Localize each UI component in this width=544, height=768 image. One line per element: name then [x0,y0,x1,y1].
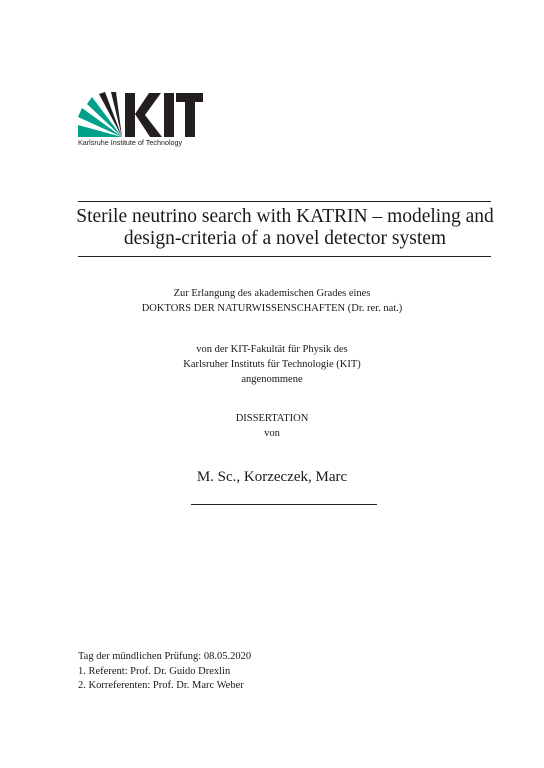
faculty-line-3: angenommene [241,374,303,385]
logo-letter-k-stem [125,93,135,137]
faculty-line-2: Karlsruher Instituts für Technologie (KIT) [183,359,361,370]
author-rule [191,504,377,505]
logo-letter-i [164,93,174,137]
title-line-2: design-criteria of a novel detector system [123,228,447,249]
faculty-block [0,342,544,387]
co-referee: 2. Korreferenten: Prof. Dr. Marc Weber [78,680,244,691]
degree-line-2: DOKTORS DER NATURWISSENSCHAFTEN (Dr. rer. nat.) [141,303,403,314]
exam-date: Tag der mündlichen Prüfung: 08.05.2020 [78,651,252,662]
logo-letter-k-arms [135,93,162,137]
degree-line-1: Zur Erlangung des akademischen Grades eines [173,288,371,299]
author-name: M. Sc., Korzeczek, Marc [196,469,348,485]
degree-block [0,286,544,316]
dissertation-label: DISSERTATION [235,413,309,424]
title-line-1: Sterile neutrino search with KATRIN – modeling and [76,206,494,227]
logo-subtitle: Karlsruhe Institute of Technology [78,138,183,147]
faculty-line-1: von der KIT-Fakultät für Physik des [196,344,348,355]
von-label: von [264,428,280,439]
kit-logo [78,92,204,150]
exam-info [78,650,251,694]
referee: 1. Referent: Prof. Dr. Guido Drexlin [78,665,231,677]
dissertation-block [0,411,544,441]
title-top-rule [78,201,491,202]
kit-logo-graphic [78,92,204,138]
logo-letter-t-stem [185,93,195,137]
title-bottom-rule [78,256,491,257]
thesis-title [60,206,510,250]
